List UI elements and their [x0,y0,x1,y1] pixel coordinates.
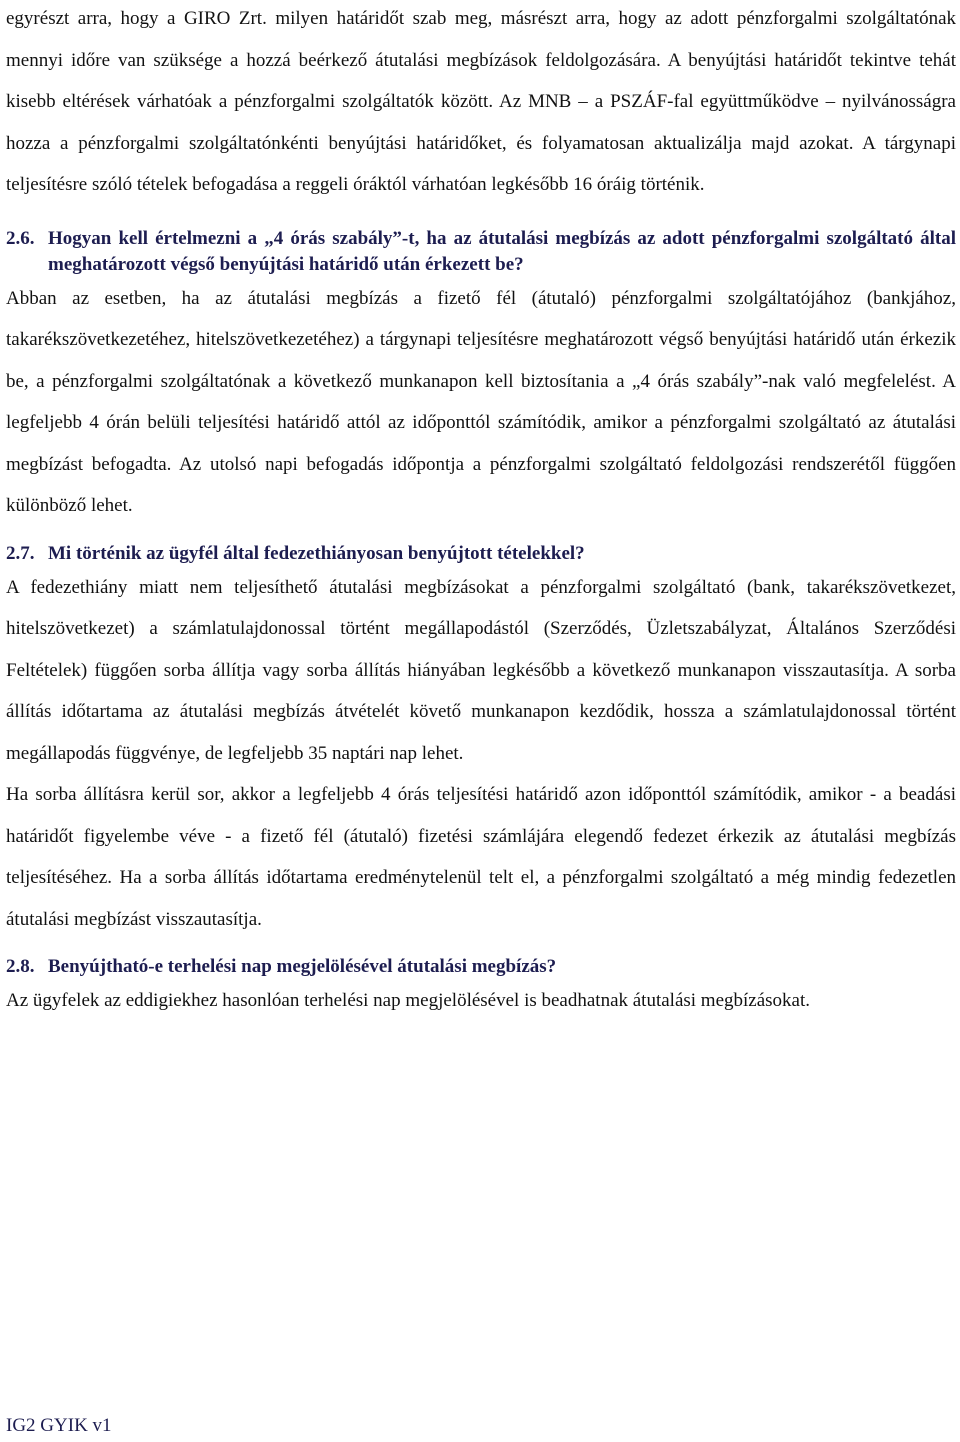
section-heading [6,541,956,567]
section-number: 2.7. [6,542,35,564]
section-paragraph: A fedezethiány miatt nem teljesíthető átutalási megbízásokat a pénzforgalmi szolgáltató (bank, takarékszövetkezet, hitelszövetkezet) a számlatulajdonossal történt megállapodástól (Szerződés, Üzletszabályzat, Általános Szerződési Feltételek) függően sorba állítja vagy sorba állítás hiányában legkésőbb a következő munkanapon visszautasítja. A sorba állítás időtartama az átutalási megbízás átvételét követő munkanapon kezdődik, hossza a számlatulajdonossal történt megállapodás függvénye, de legfeljebb 35 naptári nap lehet. [6,576,956,764]
section-paragraph: Abban az esetben, ha az átutalási megbízás a fizető fél (átutaló) pénzforgalmi szolgáltatójához (bankjához, takarékszövetkezetéhez, hitelszövetkezetéhez) a tárgynapi teljesítésre meghatározott végső benyújtási határidő után érkezik be, a pénzforgalmi szolgáltatónak a következő munkanapon kell biztosítania a „4 órás szabály”-nak való megfelelést. A legfeljebb 4 órán belüli teljesítési határidő attól az időponttól számítódik, amikor a pénzforgalmi szolgáltató az átutalási megbízást befogadta. Az utolsó napi befogadás időpontja a pénzforgalmi szolgáltató feldolgozási rendszerétől függően különböző lehet. [6,287,956,516]
section-2-6 [6,226,956,527]
spacer [6,206,956,226]
document-page [6,0,956,1022]
section-heading [6,226,956,278]
section-number: 2.6. [6,227,35,249]
section-paragraph: Ha sorba állításra kerül sor, akkor a legfeljebb 4 órás teljesítési határidő azon időponttól számítódik, amikor - a beadási határidőt figyelembe véve - a fizető fél (átutaló) fizetési számlájára elegendő fedezet érkezik az átutalási megbízás teljesítéséhez. Ha a sorba állítás időtartama eredménytelenül telt el, a pénzforgalmi szolgáltató a még mindig fedezetlen átutalási megbízást visszautasítja. [6,784,956,930]
section-title: Hogyan kell értelmezni a „4 órás szabály”-t, ha az átutalási megbízás az adott pénzforgalmi szolgáltató által meghatározott végső benyújtási határidő után érkezett be? [48,227,956,275]
section-2-8 [6,954,956,1022]
page-footer: IG2 GYIK v1 [6,1415,112,1436]
section-paragraph: Az ügyfelek az eddigiekhez hasonlóan terhelési nap megjelölésével is beadhatnak átutalási megbízásokat. [6,990,811,1011]
section-2-7 [6,541,956,941]
intro-paragraph: egyrészt arra, hogy a GIRO Zrt. milyen határidőt szab meg, másrészt arra, hogy az adott pénzforgalmi szolgáltatónak mennyi időre van szüksége a hozzá beérkező átutalási megbízások feldolgozására. A benyújtási határidőt tekintve tehát kisebb eltérések várhatóak a pénzforgalmi szolgáltatók között. Az MNB – a PSZÁF-fal együttműködve – nyilvánosságra hozza a pénzforgalmi szolgáltatónkénti benyújtási határidőket, és folyamatosan aktualizálja majd azokat. A tárgynapi teljesítésre szóló tételek befogadása a reggeli óráktól várhatóan legkésőbb 16 óráig történik. [6,8,956,195]
section-title: Benyújtható-e terhelési nap megjelölésével átutalási megbízás? [48,956,557,977]
section-heading [6,954,956,980]
spacer [6,527,956,541]
section-title: Mi történik az ügyfél által fedezethiányosan benyújtott tételekkel? [48,542,585,564]
section-number: 2.8. [6,956,35,977]
spacer [6,940,956,954]
